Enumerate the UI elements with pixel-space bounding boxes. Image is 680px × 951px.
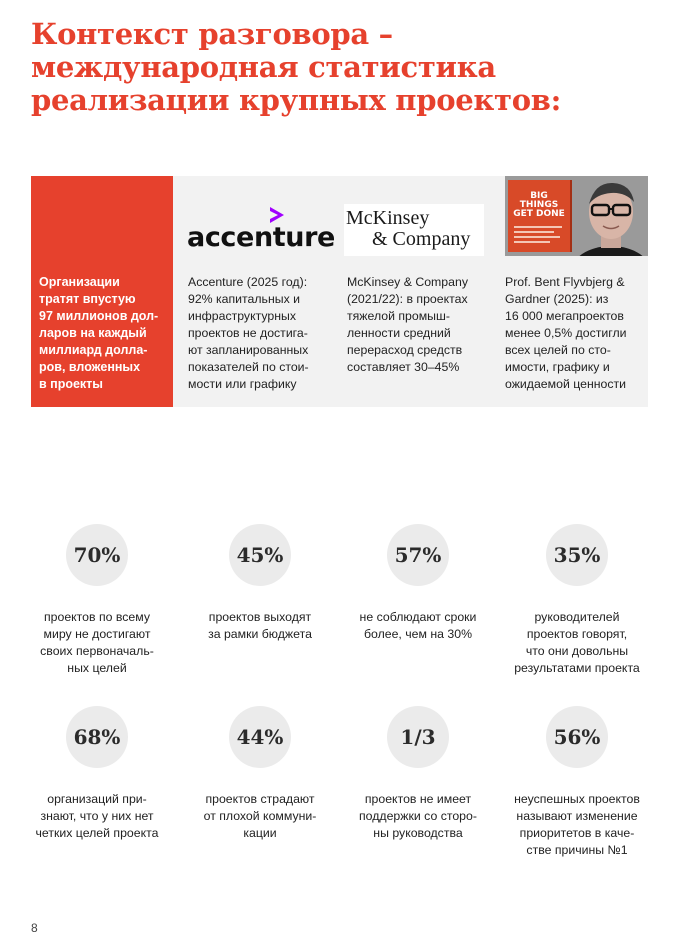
stat-value: 56% [546,706,608,768]
stat-value: 57% [387,524,449,586]
stat-value: 1/3 [387,706,449,768]
intro-text-line: тратят впустую [39,292,136,306]
stat-description-line: миру не достигают [43,627,151,641]
intro-text [39,274,167,393]
page-title [31,18,651,117]
stat-description [185,609,335,643]
page-title-line: реализации крупных проектов: [31,83,562,117]
stat-description-line: что они довольны [525,644,629,658]
stat-description-line: четких целей проекта [35,826,159,840]
source-text-line: Gardner (2025): из [505,292,609,306]
stat-value: 35% [546,524,608,586]
stat-description-line: не соблюдают сроки [359,610,477,624]
book-title-line: BIG [530,191,548,201]
stat-value: 44% [229,706,291,768]
mckinsey-logo-line-1: McKinsey [346,207,430,229]
stat-description-line: организаций при- [47,792,147,806]
stat-value: 45% [229,524,291,586]
sources-strip [31,176,648,407]
flyvbjerg-photo [505,176,648,256]
source-text-line: 16 000 мегапроектов [505,309,624,323]
stat-description-line: ных целей [67,661,127,675]
source-text-line: проектов не достига- [188,326,308,340]
intro-text-line: 97 миллионов дол- [39,309,159,323]
mckinsey-logo [344,204,484,256]
intro-text-line: миллиард долла- [39,343,148,357]
intro-text-line: ларов на каждый [39,326,147,340]
intro-panel [31,176,173,407]
intro-text-line: Организации [39,275,120,289]
stat-value: 68% [66,706,128,768]
stat-value: 70% [66,524,128,586]
source-text-line: составляет 30–45% [347,360,460,374]
source-text-line: 92% капитальных и [188,292,301,306]
accenture-text [188,274,336,393]
stat-description-line: проектов страдают [205,792,315,806]
stat-description-line: неуспешных проектов [514,792,640,806]
stat-description-line: стве причины №1 [526,843,628,857]
stat-description-line: своих первоначаль- [40,644,154,658]
page-title-line: Контекст разговора – [31,17,393,51]
stat-description-line: проектов не имеет [364,792,472,806]
stat-description-line: результатами проекта [514,661,640,675]
source-text-line: ют запланированных [188,343,309,357]
source-text-line: инфраструктурных [188,309,296,323]
stat-description-line: руководителей [534,610,620,624]
source-text-line: Prof. Bent Flyvbjerg & [505,275,625,289]
intro-text-line: ров, вложенных [39,360,141,374]
source-text-line: показателей по стои- [188,360,309,374]
source-text-line: ожидаемой ценности [505,377,627,391]
accenture-logo [187,206,335,260]
stat-description [502,609,652,677]
source-text-line: Accenture (2025 год): [188,275,308,289]
source-text-line: всех целей по сто- [505,343,611,357]
stat-description [502,791,652,859]
source-text-line: менее 0,5% достигли [505,326,627,340]
page-title-line: международная статистика [31,50,496,84]
stat-description [343,791,493,842]
stat-description-line: кации [243,826,277,840]
intro-text-line: в проекты [39,377,103,391]
source-text-line: McKinsey & Company [347,275,468,289]
stat-description-line: называют изменение [516,809,638,823]
stat-description-line: за рамки бюджета [208,627,312,641]
mckinsey-text [347,274,497,376]
stat-description-line: проектов выходят [208,610,312,624]
stat-description-line: приоритетов в каче- [519,826,635,840]
accenture-wordmark: accenture [187,222,335,253]
stat-description [185,791,335,842]
source-text-line: мости или графику [188,377,297,391]
stat-description-line: знают, что у них нет [40,809,154,823]
stat-description-line: поддержки со сторо- [359,809,477,823]
source-text-line: тяжелой промыш- [347,309,450,323]
source-text-line: имости, графику и [505,360,610,374]
source-text-line: (2021/22): в проектах [347,292,468,306]
stat-description [22,609,172,677]
stat-description-line: проектов по всему [43,610,150,624]
mckinsey-logo-line-2: & Company [372,228,471,250]
book-title-line: GET DONE [513,209,565,219]
stat-description-line: более, чем на 30% [363,627,473,641]
portrait-image [505,176,648,256]
source-text-line: перерасход средств [347,343,463,357]
stat-description-line: ны руководства [373,826,463,840]
book-title-line: THINGS [519,200,559,210]
stat-description [343,609,493,643]
source-text-line: ленности средний [347,326,451,340]
stat-description [22,791,172,842]
page-number: 8 [31,921,38,935]
flyvbjerg-text [505,274,647,393]
stat-description-line: от плохой коммуни- [203,809,317,823]
stat-description-line: проектов говорят, [526,627,628,641]
